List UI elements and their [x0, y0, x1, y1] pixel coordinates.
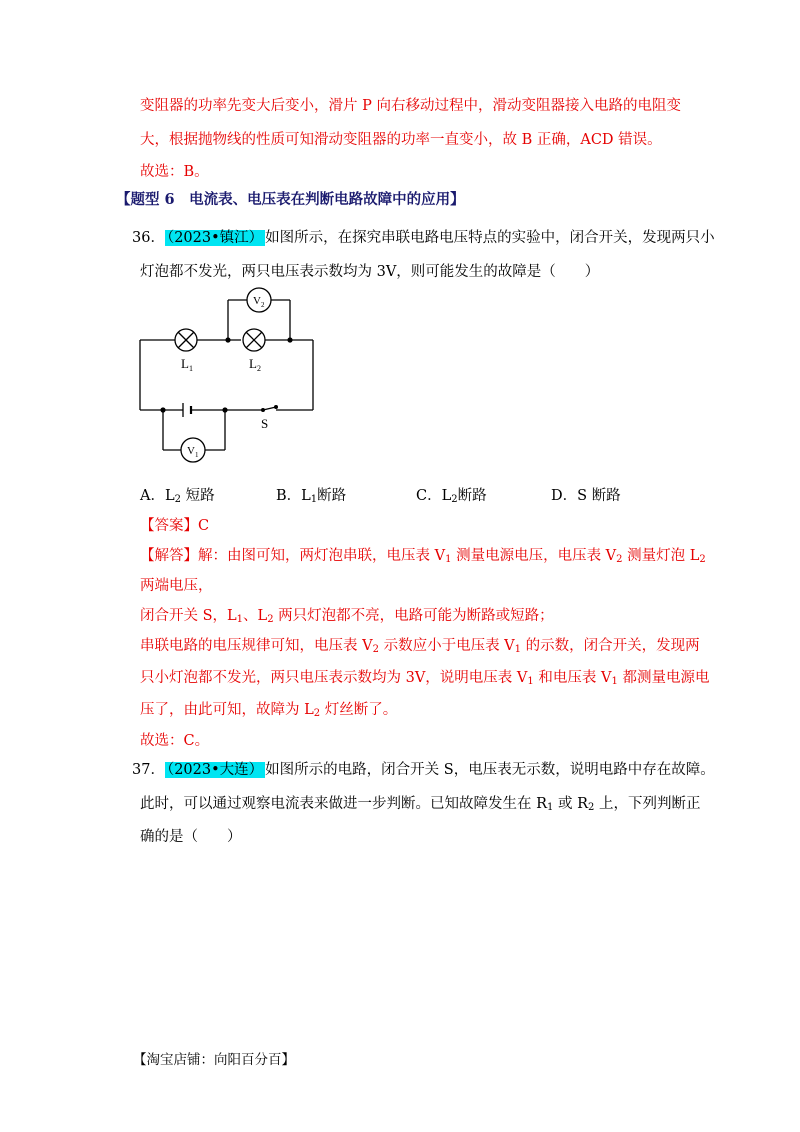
section-heading: 【题型 6 电流表、电压表在判断电路故障中的应用】 — [116, 191, 465, 208]
q36-option-a[interactable]: A．$L_2$ 短路 — [140, 488, 215, 505]
q37-stem-line-1 — [132, 760, 715, 780]
q36-option-b[interactable]: B．$L_1$断路 — [276, 488, 347, 505]
q36-analysis-line-3: 闭合开关 S，$L_1$、$L_2$ 两只灯泡都不亮，电路可能为断路或短路； — [140, 608, 554, 625]
answer-label: 【答案】 — [140, 518, 198, 534]
q36-option-c[interactable]: C．$L_2$断路 — [416, 488, 487, 505]
q37-number: 37． — [132, 762, 165, 778]
prev-solution-choice: 故选：B。 — [140, 164, 209, 180]
q36-analysis-line-1: 【解答】解：由图可知，两灯泡串联，电压表 $V_1$ 测量电源电压，电压表 $V_2$ 测量灯泡 $L_2$ — [140, 548, 706, 565]
q36-stem-line-1 — [132, 228, 715, 248]
q36-analysis-line-4: 串联电路的电压规律可知，电压表 $V_2$ 示数应小于电压表 $V_1$ 的示数，闭合开关，发现两 — [140, 638, 700, 655]
q37-source-tag: （2023•大连） — [166, 762, 264, 778]
q37-stem-line-2: 此时，可以通过观察电流表来做进一步判断。已知故障发生在 $R_1$ 或 $R_2$ 上，下列判断正 — [140, 796, 701, 813]
bulb-l1-label: $L_1$ — [181, 356, 193, 373]
q36-number: 36． — [132, 230, 165, 246]
q36-analysis-line-5: 只小灯泡都不发光，两只电压表示数均为 3V，说明电压表 $V_1$ 和电压表 $V_1$ 都测量电源电 — [140, 670, 710, 687]
q36-circuit-diagram — [125, 282, 325, 467]
voltmeter-v1-label: $V_1$ — [187, 445, 199, 459]
voltmeter-v2-label: $V_2$ — [253, 295, 265, 309]
page-footer: 【淘宝店铺：向阳百分百】 — [133, 1052, 295, 1068]
q36-source-tag: （2023•镇江） — [166, 230, 264, 246]
q36-answer — [140, 516, 209, 536]
answer-value: C — [198, 518, 210, 534]
switch-s-label: S — [261, 416, 269, 431]
q36-analysis-line-6: 压了，由此可知，故障为 $L_2$ 灯丝断了。 — [140, 702, 398, 719]
q36-analysis-choice: 故选：C。 — [140, 733, 210, 749]
q37-stem-line-3: 确的是（ ） — [140, 829, 242, 845]
prev-solution-line-2: 大，根据抛物线的性质可知滑动变阻器的功率一直变小，故 B 正确，ACD 错误。 — [140, 132, 662, 148]
q36-analysis-line-2: 两端电压， — [140, 578, 213, 594]
q37-stem-text: 如图所示的电路，闭合开关 S，电压表无示数，说明电路中存在故障。 — [265, 762, 715, 778]
q36-stem-text: 如图所示，在探究串联电路电压特点的实验中，闭合开关，发现两只小 — [265, 230, 715, 246]
q36-stem-line-2: 灯泡都不发光，两只电压表示数均为 3V，则可能发生的故障是（ ） — [140, 264, 600, 280]
q36-option-d[interactable]: D．S 断路 — [551, 488, 621, 504]
prev-solution-line-1: 变阻器的功率先变大后变小，滑片 P 向右移动过程中，滑动变阻器接入电路的电阻变 — [140, 98, 681, 114]
bulb-l2-label: $L_2$ — [249, 356, 261, 373]
